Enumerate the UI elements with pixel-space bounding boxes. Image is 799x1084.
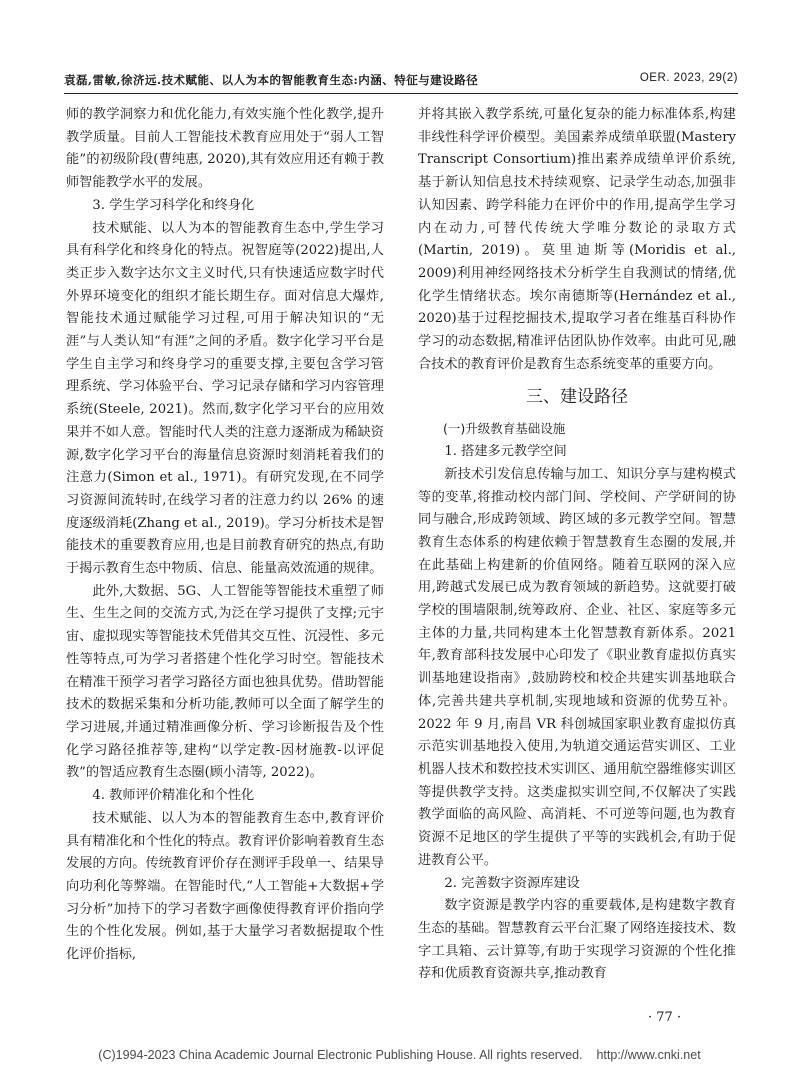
paragraph: 师的教学洞察力和优化能力,有效实施个性化教学,提升教学质量。目前人工智能技术教育应用处于“弱人工智能”的初级阶段(曹纯惠, 2020),其有效应用还有赖于教师智能教学水平的发展。 xyxy=(66,107,384,191)
journal-citation: OER. 2023, 29(2) xyxy=(639,72,738,84)
section-heading: 三、建设路径 xyxy=(526,387,628,408)
subheading: 1. 搭建多元教学空间 xyxy=(444,444,567,460)
paragraph: 并将其嵌入教学系统,可量化复杂的能力标准体系,构建非线性科学评价模型。美国素养成绩单联盟(Mastery Transcript Consortium)推出素养成绩单评价系统,基于新认知信息技术持续观察、记录学生动态,加强非认知因素、跨学科能力在评价中的作用,提高学生学习内在动力,可替代传统大学唯分数论的录取方式(Martin, 2019)。莫里迪斯等(Moridis et al., 2009)利用神经网络技术分析学生自我测试的情绪,优化学生情绪状态。埃尔南德斯等(Hernández et al., 2020)基于过程挖掘技术,提取学习者在维基百科协作学习的动态数据,精准评估团队协作效率。由此可见,融合技术的教育评价是教育生态系统变革的重要方向。 xyxy=(418,107,736,372)
paragraph: 新技术引发信息传输与加工、知识分享与建构模式等的变革,将推动校内部门间、学校间、产学研间的协同与融合,形成跨领域、跨区域的多元教学空间。智慧教育生态体系的构建依赖于智慧教育生态圈的发展,并在此基础上构建新的价值网络。随着互联网的深入应用,跨越式发展已成为教育领域的新趋势。这就要打破学校的围墙限制,统筹政府、企业、社区、家庭等多元主体的力量,共同构建本土化智慧教育新体系。2021 年,教育部科技发展中心印发了《职业教育虚拟仿真实训基地建设指南》,鼓励跨校和校企共建实训基地联合体,完善共建共享机制,实现地域和资源的优势互补。2022 年 9 月,南昌 VR 科创城国家职业教育虚拟仿真示范实训基地投入使用,为轨道交通运营实训区、工业机器人技术和数控技术实训区、通用航空器维修实训区等提供教学支持。这类虚拟实训空间,不仅解决了实践教学面临的高风险、高消耗、不可逆等问题,也为教育资源不足地区的学生提供了平等的实践机会,有助于促进教育公平。 xyxy=(418,466,736,868)
running-header xyxy=(64,72,738,90)
subsection-heading: (一)升级教育基础设施 xyxy=(443,421,566,437)
subheading: 4. 教师评价精准化和个性化 xyxy=(92,788,255,804)
subheading: 3. 学生学习科学化和终身化 xyxy=(92,197,255,213)
subheading: 2. 完善数字资源库建设 xyxy=(444,875,580,891)
left-column xyxy=(66,104,384,967)
right-column xyxy=(418,104,736,986)
running-title: 袁磊,雷敏,徐济远.技术赋能、以人为本的智能教育生态:内涵、特征与建设路径 xyxy=(64,73,479,87)
page-number: · 77 · xyxy=(648,1010,682,1025)
paragraph: 此外,大数据、5G、人工智能等智能技术重塑了师生、生生之间的交流方式,为泛在学习提供了支撑;元宇宙、虚拟现实等智能技术凭借其交互性、沉浸性、多元性等特点,可为学习者搭建个性化学习时空。智能技术在精准干预学习者学习路径方面也独具优势。借助智能技术的数据采集和分析功能,教师可以全面了解学生的学习进展,并通过精准画像分析、学习诊断报告及个性化学习路径推荐等,建构“以学定教-因材施教-以评促教”的智适应教育生态圈(顾小清等, 2022)。 xyxy=(66,583,384,781)
header-rule xyxy=(64,93,738,94)
paragraph: 数字资源是教学内容的重要载体,是构建数字教育生态的基础。智慧教育云平台汇聚了网络连接技术、数字工具箱、云计算等,有助于实现学习资源的个性化推荐和优质教育资源共享,推动教育 xyxy=(418,898,736,982)
paragraph: 技术赋能、以人为本的智能教育生态中,教育评价具有精准化和个性化的特点。教育评价影响着教育生态发展的方向。传统教育评价存在测评手段单一、结果导向功利化等弊端。在智能时代,“人工智能+大数据+学习分析”加持下的学习者数字画像使得教育评价指向学生的个性化发展。例如,基于大量学习者数据提取个性化评价指标, xyxy=(66,810,384,963)
copyright-footer: (C)1994-2023 China Academic Journal Electronic Publishing House. All rights reserved. http://www.cnki.net xyxy=(98,1048,701,1062)
paragraph: 技术赋能、以人为本的智能教育生态中,学生学习具有科学化和终身化的特点。祝智庭等(2022)提出,人类正步入数字达尔文主义时代,只有快速适应数字时代外界环境变化的组织才能长期生存。面对信息大爆炸,智能技术通过赋能学习过程,可用于解决知识的“无涯”与人类认知“有涯”之间的矛盾。数字化学习平台是学生自主学习和终身学习的重要支撑,主要包含学习管理系统、学习体验平台、学习记录存储和学习内容管理系统(Steele, 2021)。然而,数字化学习平台的应用效果并不如人意。智能时代人类的注意力逐渐成为稀缺资源,数字化学习平台的海量信息资源时刻消耗着我们的注意力(Simon et al., 1971)。有研究发现,在不同学习资源间流转时,在线学习者的注意力约以 26% 的速度逐级消耗(Zhang et al., 2019)。学习分析技术是智能技术的重要教育应用,也是目前教育研究的热点,有助于揭示教育生态中物质、信息、能量高效流通的规律。 xyxy=(66,220,384,577)
